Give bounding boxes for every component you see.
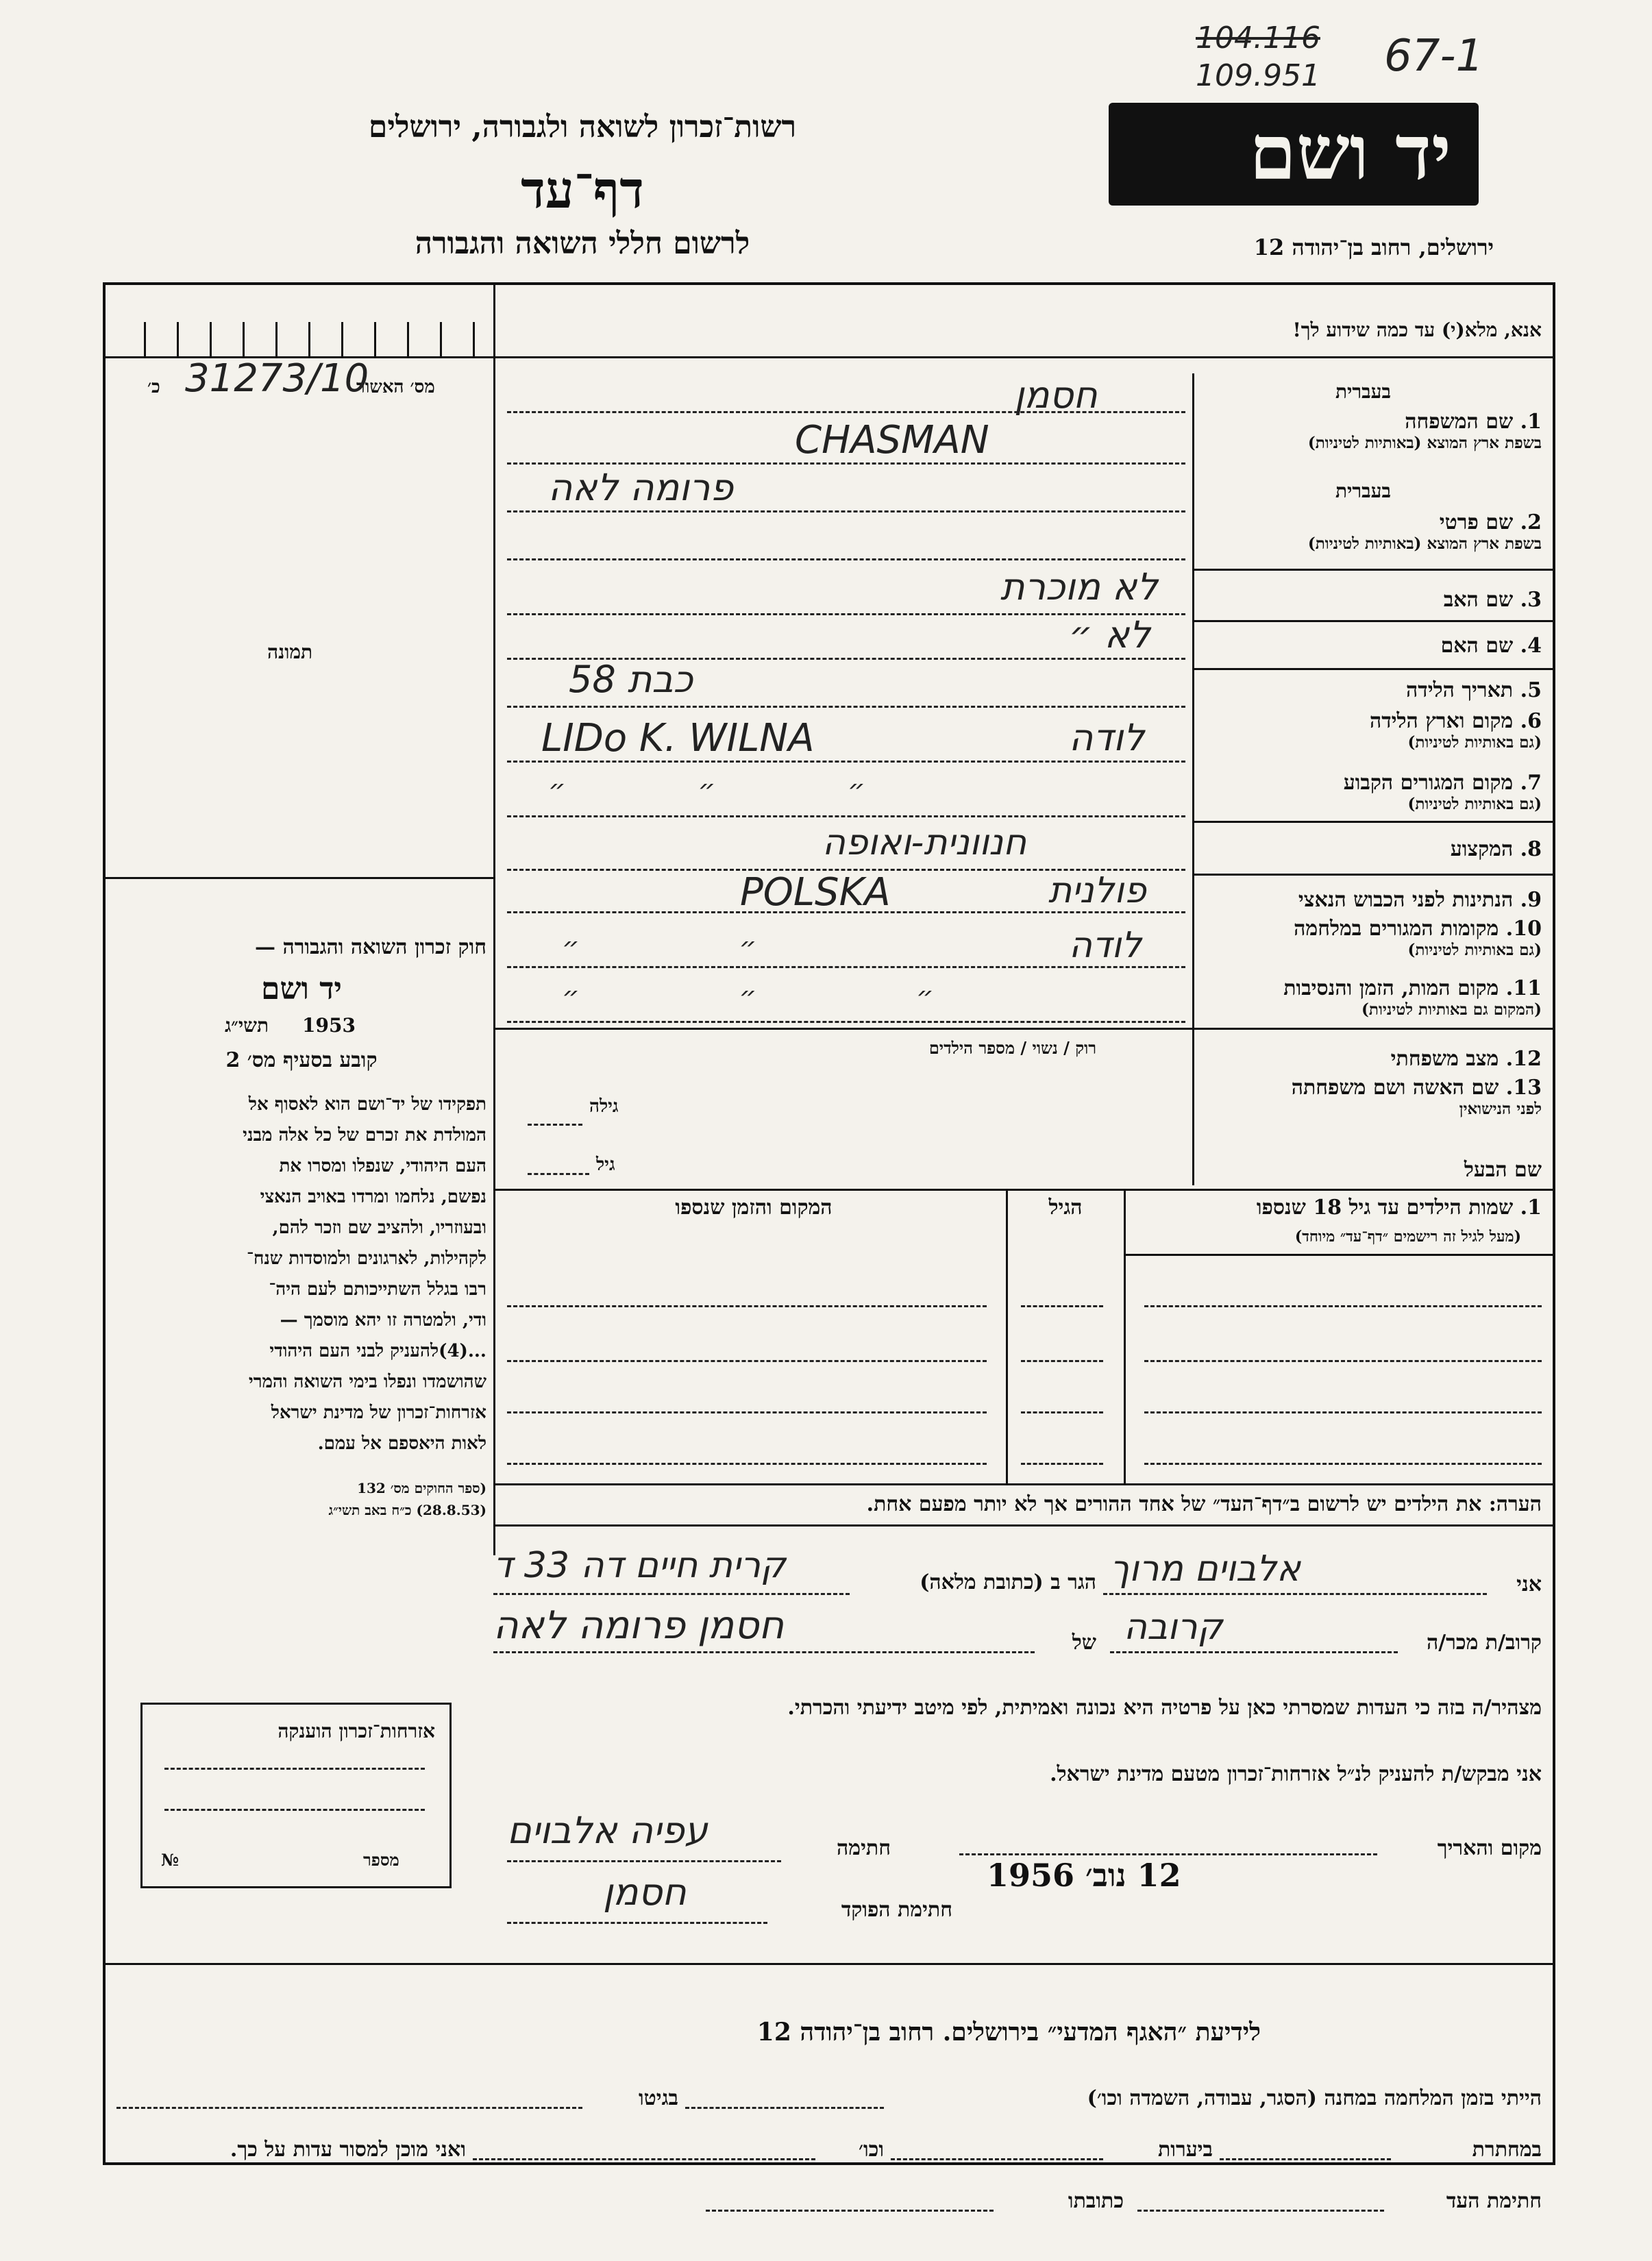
decl-officer-line: [507, 1922, 767, 1924]
field-7-value[interactable]: ״ ״ ״: [548, 774, 865, 806]
law-line: ובעוזריו, ולהציב שם וזכר להם,: [272, 1218, 486, 1238]
approval-prefix: כ׳: [147, 377, 160, 397]
field-7-title: מקום המגורים הקבוע: [1343, 771, 1514, 795]
field-6-value-latin[interactable]: LIDo K. WILNA: [541, 716, 815, 761]
field-10-sublabel: (גם באותיות לטיניות): [1407, 941, 1542, 959]
approval-number: 31273/10: [185, 356, 369, 401]
field-6-value[interactable]: לודה: [1069, 716, 1145, 759]
field-13-sublabel: לפני הנישואין: [1459, 1100, 1542, 1118]
footer-line1-ghetto-input[interactable]: [116, 2107, 582, 2109]
law-year: 1953: [302, 1014, 356, 1037]
law-line: אזרחות־זכרון של מדינת ישראל: [271, 1403, 486, 1423]
field-6-line: [507, 761, 1185, 763]
footer-line3-address: כתובתו: [1068, 2189, 1124, 2213]
children-col-2: [1006, 1189, 1008, 1483]
field-9-title: הנתינות לפני הכבוש הנאצי: [1298, 888, 1514, 912]
field-2-line-he: [507, 510, 1185, 512]
field-5-line: [507, 706, 1185, 708]
label-column-divider: [1192, 373, 1194, 1185]
stamp-box-line: [164, 1809, 425, 1811]
footer-rule: [103, 1963, 1555, 1965]
footer-line2-etc-input[interactable]: [473, 2158, 815, 2160]
law-title: חוק זכרון השואה והגבורה —: [255, 935, 486, 959]
law-line: לאות היאספם אל עמם.: [317, 1433, 486, 1454]
footer-line1-camp: הייתי בזמן המלחמה במחנה (הסגר, עבודה, השמדה וכו׳): [1087, 2086, 1542, 2110]
footer-line2-forests-input[interactable]: [891, 2158, 1103, 2160]
field-8-value[interactable]: חנוונית-ואופה: [822, 822, 1027, 863]
decl-place-date-line: [959, 1853, 1377, 1855]
decl-relation-value[interactable]: קרובה: [1124, 1607, 1223, 1648]
field-13-number: 13.: [1505, 1076, 1542, 1100]
field-4-label: [1206, 634, 1542, 658]
children-bottom-rule: [493, 1483, 1555, 1485]
decl-deceased-line: [493, 1651, 1035, 1653]
field-12-value: רוק / נשוי / מספר הילדים: [928, 1038, 1096, 1058]
footer-line3-signature: חתימת העד: [1446, 2189, 1542, 2213]
child-place-line: [507, 1411, 987, 1413]
field-5-number: 5.: [1520, 678, 1542, 702]
field-3-value[interactable]: לא מוכרת: [1000, 565, 1158, 608]
field-11-title: מקום המות, הזמן והנסיבות: [1283, 976, 1499, 1000]
field-6-label: [1206, 709, 1542, 752]
field-2-value-he[interactable]: פרומה לאה: [548, 466, 734, 509]
address-line: ירושלים, רחוב בן־יהודה 12: [1253, 234, 1494, 260]
field-11-label: [1206, 976, 1542, 1019]
law-line: תפקידו של יד־ושם הוא לאסוף אל: [248, 1094, 486, 1115]
field-2-title: שם פרטי: [1439, 510, 1514, 534]
husband-rule: [493, 1189, 1555, 1191]
field-12-number: 12.: [1505, 1047, 1542, 1071]
field-1-number: 1.: [1520, 410, 1542, 434]
archive-number-crossed: 104.116: [1196, 21, 1320, 55]
instruction-note: אנא, מלא(י) עד כמה שידוע לך!: [1292, 319, 1542, 341]
child-place-line: [507, 1463, 987, 1465]
decl-statement: מצהיר/ה בזה כי העדות שמסרתי כאן על פרטיה היא נכונה ואמיתית, לפי מיטב ידיעתי והכרתי.: [787, 1696, 1542, 1720]
photo-divider: [103, 877, 493, 879]
law-line: שהושמדו ונפלו בימי השואה והמרי: [248, 1372, 486, 1392]
field-11-number: 11.: [1505, 976, 1542, 1000]
field-7-rule: [1192, 821, 1555, 823]
law-line: נפשם, נלחמו ומרדו באויב הנאצי: [260, 1187, 486, 1207]
field-2-sublabel: בשפת ארץ המוצא (באותיות לטיניות): [1307, 534, 1542, 553]
footer-line2-underground: במחתרת: [1472, 2138, 1542, 2162]
decl-address[interactable]: קרית חיים דה 33 ד: [493, 1545, 786, 1586]
child-age-line: [1021, 1305, 1103, 1307]
field-9-value[interactable]: פולנית: [1048, 870, 1146, 911]
children-col-age: הגיל: [1048, 1196, 1083, 1220]
decl-relation-label: קרוב/ת מכר/ה: [1426, 1631, 1542, 1655]
field-6-sublabel: (גם באותיות לטיניות): [1407, 733, 1542, 752]
field-13-age-line: [528, 1124, 582, 1126]
children-sublabel: (מעל לגיל זה רישמים ״דף־עד״ מיוחד): [1294, 1228, 1521, 1246]
document-title: דף־עד: [521, 161, 644, 220]
field-4-title: שם האם: [1440, 634, 1514, 658]
field-8-label: [1206, 837, 1542, 861]
field-12-label: [1206, 1047, 1542, 1071]
child-row-line: [1144, 1305, 1542, 1307]
field-7-line: [507, 815, 1185, 817]
law-clause: קובע בסעיף מס׳ 2: [225, 1048, 378, 1072]
field-1-value-he[interactable]: חסמן: [1014, 373, 1098, 417]
field-7-number: 7.: [1520, 771, 1542, 795]
field-2-rule: [1192, 569, 1555, 571]
field-2-line-latin: [507, 558, 1185, 560]
field-13-age-label: גילה: [589, 1096, 619, 1117]
field-1-label: [1206, 410, 1542, 452]
field-11-sublabel: (המקום גם באותיות לטיניות): [1361, 1000, 1542, 1019]
law-line: ...(4)להעניק לבני העם היהודי: [269, 1341, 486, 1361]
field-8-number: 8.: [1520, 837, 1542, 861]
field-7-label: [1206, 771, 1542, 813]
field-10-label: [1206, 917, 1542, 959]
field-4-value[interactable]: לא ״: [1069, 613, 1150, 656]
field-5-label: [1206, 678, 1542, 702]
field-9-number: 9.: [1520, 888, 1542, 912]
yad-vashem-logo: [1109, 103, 1479, 206]
decl-signature[interactable]: עפיה אלבוים: [507, 1809, 708, 1852]
child-row-line: [1144, 1463, 1542, 1465]
law-text: [113, 1089, 486, 1459]
law-line: רבו בגלל השתייכותם לעם היה־: [269, 1279, 486, 1300]
decl-signature-label: חתימה: [837, 1836, 891, 1860]
footer-line1-ghetto: בגיטו: [638, 2086, 678, 2110]
law-reference-2: (28.8.53) כ״ח באב תשי״ג: [328, 1502, 486, 1518]
field-1-tag: בעברית: [1335, 380, 1391, 403]
field-1-line-latin: [507, 462, 1185, 465]
field-1-title: שם המשפחה: [1405, 410, 1514, 434]
decl-officer-label: חתימת הפוקד: [841, 1898, 952, 1922]
decl-witness-name[interactable]: אלבוים מרוך: [1110, 1548, 1300, 1590]
footer-line2-ready: ואני מוכן למסור עדות על כך.: [230, 2138, 466, 2162]
children-label: 1. שמות הילדים עד גיל 18 שנספו: [1256, 1196, 1542, 1220]
law-year-hebrew: תשי״ג: [224, 1014, 269, 1037]
footer-line2-forests: ביערות: [1157, 2138, 1213, 2162]
field-13-title: שם האשה ושם משפחתה: [1291, 1076, 1499, 1100]
approval-label: מס׳ האשור: [356, 377, 435, 397]
field-10-number: 10.: [1505, 917, 1542, 941]
field-3-title: שם האב: [1443, 588, 1514, 612]
photo-label: תמונה: [267, 641, 313, 663]
decl-of-label: של: [1072, 1631, 1096, 1655]
stamp-box-title: אזרחות־זכרון הוענקה: [278, 1720, 435, 1742]
footer-heading: לידיעת ״האגף המדעי״ בירושלים. רחוב בן־יהודה 12: [756, 2018, 1261, 2047]
field-2-number: 2.: [1520, 510, 1542, 534]
left-column-divider: [493, 282, 495, 1555]
law-line: לקהילות, לארגונים ולמוסדות שנח־: [247, 1248, 486, 1269]
child-row-line: [1144, 1411, 1542, 1413]
decl-address-line: [493, 1593, 850, 1595]
remark-rule: [493, 1524, 1555, 1527]
child-age-line: [1021, 1360, 1103, 1362]
decl-officer-signature[interactable]: חסמן: [603, 1870, 687, 1914]
field-10-ditto: ״ ״: [562, 932, 757, 963]
decl-signature-line: [507, 1860, 781, 1862]
decl-date-stamp: 12 נוב׳ 1956: [987, 1857, 1181, 1894]
husband-label: שם הבעל: [1464, 1158, 1542, 1182]
decl-deceased[interactable]: חסמן פרומה לאה: [493, 1603, 785, 1648]
field-9-value-latin[interactable]: POLSKA: [740, 870, 891, 915]
child-place-line: [507, 1305, 987, 1307]
field-2-label: [1206, 510, 1542, 553]
husband-age-label: גיל: [596, 1154, 615, 1175]
footer-line1-camp-input[interactable]: [685, 2107, 884, 2109]
field-7-sublabel: (גם באותיות לטיניות): [1407, 795, 1542, 813]
footer-line3-address-input[interactable]: [706, 2210, 994, 2212]
field-1-sublabel: בשפת ארץ המוצא (באותיות לטיניות): [1307, 434, 1542, 452]
footer-line2-etc: וכו׳: [859, 2138, 884, 2162]
children-header-rule: [1124, 1254, 1555, 1256]
husband-age-line: [528, 1173, 589, 1175]
field-10-value[interactable]: לודה: [1069, 925, 1142, 966]
child-age-line: [1021, 1463, 1103, 1465]
field-13-label: [1206, 1076, 1542, 1118]
children-col-place: המקום והזמן שנספו: [675, 1196, 833, 1220]
stamp-box-number-prefix: №: [161, 1850, 180, 1870]
child-row-line: [1144, 1360, 1542, 1362]
authority-line: רשות־זכרון לשואה ולגבורה, ירושלים: [368, 110, 797, 145]
stamp-box-number-label: מספר: [363, 1850, 399, 1870]
field-2-tag: בעברית: [1335, 480, 1391, 502]
field-1-value-latin[interactable]: CHASMAN: [795, 418, 989, 462]
children-col-1: [1124, 1189, 1126, 1483]
field-8-title: המקצוע: [1450, 837, 1514, 861]
law-name: יד ושם: [261, 972, 342, 1006]
decl-residing-label: הגר ב (כתובת מלאה): [920, 1570, 1096, 1594]
approval-ticks: [144, 322, 486, 356]
decl-relation-line: [1110, 1651, 1398, 1653]
field-10-line: [507, 966, 1185, 968]
field-5-value[interactable]: כבת 58: [569, 658, 693, 701]
decl-i-label: אני: [1516, 1572, 1542, 1596]
field-8-rule: [1192, 874, 1555, 876]
field-6-title: מקום וארץ הלידה: [1369, 709, 1514, 733]
field-4-number: 4.: [1520, 634, 1542, 658]
decl-place-date-label: מקום והאריך: [1437, 1836, 1542, 1860]
archive-number: 109.951: [1196, 58, 1320, 93]
law-line: ודי, ולמטרה זו יהא מוסמך —: [280, 1310, 486, 1331]
instruction-rule: [493, 356, 1555, 358]
footer-line2-underground-input[interactable]: [1220, 2158, 1391, 2160]
stamp-box-line: [164, 1768, 425, 1770]
child-age-line: [1021, 1411, 1103, 1413]
logo-text: יד ושם: [1249, 108, 1451, 197]
law-line: המולדת את זכרם של כל אלה מבני: [243, 1125, 486, 1146]
footer-line3-signature-input[interactable]: [1137, 2210, 1384, 2212]
remark: הערה: את הילדים יש לרשום ב״דף־העד״ של אחד ההורים אך לא יותר מפעם אחת.: [866, 1492, 1542, 1516]
field-11-value[interactable]: ״ ״ ״: [562, 981, 934, 1013]
field-12-title: מצב משפחתי: [1390, 1047, 1499, 1071]
decl-request: אני מבקש/ת להעניק לנ״ל אזרחות־זכרון מטעם מדינת ישראל.: [1050, 1762, 1542, 1786]
child-place-line: [507, 1360, 987, 1362]
field-10-title: מקומות המגורים במלחמה: [1294, 917, 1499, 941]
law-line: העם היהודי, שנפלו ומסרו את: [279, 1156, 486, 1176]
field-9-label: [1206, 888, 1542, 912]
field-5-title: תאריך הלידה: [1406, 678, 1514, 702]
field-6-number: 6.: [1520, 709, 1542, 733]
document-subtitle: לרשום חללי השואה והגבורה: [415, 226, 750, 261]
law-reference-1: (ספר החוקים מס׳ 132: [357, 1480, 486, 1496]
field-4-rule: [1192, 668, 1555, 670]
field-3-number: 3.: [1520, 588, 1542, 612]
decl-name-line: [1103, 1593, 1487, 1595]
field-3-rule: [1192, 620, 1555, 622]
field-11-line: [507, 1021, 1185, 1023]
field-3-label: [1206, 588, 1542, 612]
field-11-rule: [493, 1028, 1555, 1030]
archive-ref: 67-1: [1384, 31, 1484, 82]
